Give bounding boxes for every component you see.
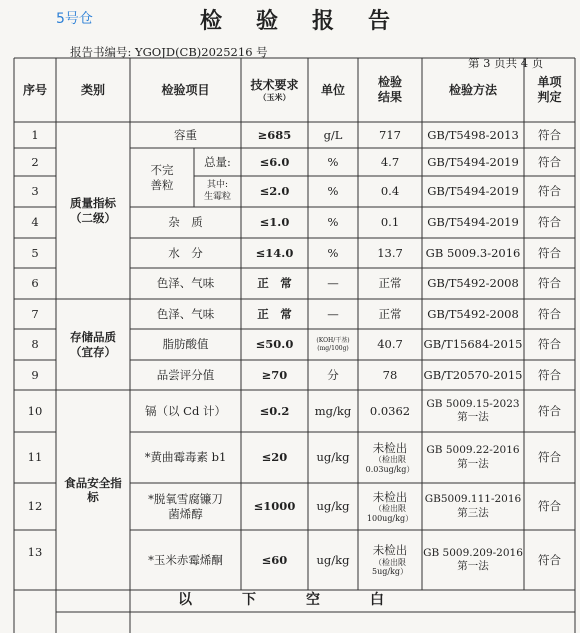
row2-method: GB/T5494-2019 xyxy=(427,154,519,169)
row8-result: 40.7 xyxy=(377,337,403,352)
row7-unit: — xyxy=(327,306,339,321)
row13-result-note1: （检出限 xyxy=(374,557,406,567)
row12-result-main: 未检出 xyxy=(372,489,408,504)
row9-result: 78 xyxy=(382,367,398,382)
row1-unit: g/L xyxy=(323,127,343,142)
row11-verdict: 符合 xyxy=(538,450,561,465)
row3-unit: % xyxy=(327,184,339,199)
row1-seq: 1 xyxy=(31,127,39,142)
row10-verdict: 符合 xyxy=(538,403,561,418)
header-req-title: 技术要求 xyxy=(250,77,299,92)
row11-method-line1: GB 5009.22-2016 xyxy=(426,444,520,457)
row7-seq: 7 xyxy=(31,306,39,321)
row12-item-line2: 菌烯醇 xyxy=(168,506,203,521)
header-result-line2: 结果 xyxy=(377,90,402,104)
header-verdict-line1: 单项 xyxy=(537,75,562,89)
row2-verdict: 符合 xyxy=(538,154,561,169)
row2-seq: 2 xyxy=(31,154,39,169)
row13-method xyxy=(422,530,524,590)
row11-item: *黄曲霉毒素 b1 xyxy=(144,450,227,465)
row10-unit: mg/kg xyxy=(314,403,352,418)
header-seq: 序号 xyxy=(22,82,47,97)
category-safety xyxy=(56,390,130,590)
row1-result: 717 xyxy=(379,127,401,142)
row13-unit: ug/kg xyxy=(316,552,350,567)
row7-verdict: 符合 xyxy=(538,306,561,321)
row4-req: ≤1.0 xyxy=(259,215,290,230)
row10-req: ≤0.2 xyxy=(259,403,290,418)
row2-result: 4.7 xyxy=(380,154,400,169)
category-storage-line2: （宜存） xyxy=(70,344,116,359)
row10-method-line1: GB 5009.15-2023 xyxy=(426,397,520,410)
header-method: 检验方法 xyxy=(448,82,497,97)
header-category: 类别 xyxy=(80,82,105,97)
row4-result: 0.1 xyxy=(380,215,400,230)
row10-method-line2: 第一法 xyxy=(457,411,489,423)
row5-req: ≤14.0 xyxy=(255,245,294,260)
row3-item-line2: 生霉粒 xyxy=(203,191,231,202)
row11-req: ≤20 xyxy=(261,450,288,465)
header-result xyxy=(358,58,422,122)
category-storage-line1: 存储品质 xyxy=(70,330,116,345)
category-quality xyxy=(56,122,130,299)
row5-method: GB 5009.3-2016 xyxy=(425,245,521,260)
row1-method: GB/T5498-2013 xyxy=(427,127,519,142)
row3-result: 0.4 xyxy=(380,184,400,199)
row4-item: 杂 质 xyxy=(168,215,203,230)
row7-req: 正 常 xyxy=(257,306,292,321)
corner-tag: 5号仓 xyxy=(56,11,93,27)
row8-seq: 8 xyxy=(31,337,39,352)
row10-method xyxy=(422,390,524,432)
row3-item-line1: 其中: xyxy=(206,180,229,191)
unsound-grain-label xyxy=(130,148,194,207)
row12-req: ≤1000 xyxy=(253,499,296,514)
row9-verdict: 符合 xyxy=(538,367,561,382)
row6-item: 色泽、气味 xyxy=(156,276,215,291)
row13-result-note2: 5ug/kg） xyxy=(371,567,409,577)
row4-seq: 4 xyxy=(31,215,39,230)
row12-item-line1: *脱氧雪腐镰刀 xyxy=(148,492,223,507)
row3-seq: 3 xyxy=(31,184,39,199)
row5-item: 水 分 xyxy=(168,245,203,260)
header-verdict-line2: 判定 xyxy=(537,90,562,104)
row9-item: 品尝评分值 xyxy=(156,367,215,382)
row12-result xyxy=(358,483,422,530)
row11-result-note1: （检出限 xyxy=(374,455,406,465)
row3-verdict: 符合 xyxy=(538,184,561,199)
row11-result-main: 未检出 xyxy=(372,440,408,455)
row12-item xyxy=(130,483,241,530)
row13-result xyxy=(358,530,422,590)
row3-req: ≤2.0 xyxy=(259,184,290,199)
header-requirement xyxy=(241,58,308,122)
category-safety-line1: 食品安全指 xyxy=(64,475,122,490)
row4-verdict: 符合 xyxy=(538,215,561,230)
category-safety-line2: 标 xyxy=(87,490,99,504)
row9-method: GB/T20570-2015 xyxy=(423,367,523,382)
row2-req: ≤6.0 xyxy=(259,154,290,169)
row4-method: GB/T5494-2019 xyxy=(427,215,519,230)
row11-result xyxy=(358,432,422,483)
row3-item xyxy=(194,176,241,207)
category-storage xyxy=(56,299,130,390)
row6-method: GB/T5492-2008 xyxy=(427,276,519,291)
row12-unit: ug/kg xyxy=(316,499,350,514)
header-result-line1: 检验 xyxy=(377,75,402,89)
row12-result-note1: （检出限 xyxy=(374,504,406,514)
row5-seq: 5 xyxy=(31,245,39,260)
row6-result: 正常 xyxy=(378,276,402,291)
row8-req: ≤50.0 xyxy=(255,337,294,352)
row13-req: ≤60 xyxy=(261,552,288,567)
row13-method-line1: GB 5009.209-2016 xyxy=(423,546,523,559)
end-note: 以 下 空 白 xyxy=(178,592,402,609)
row13-verdict: 符合 xyxy=(538,552,561,567)
header-req-sub: （玉米） xyxy=(258,91,291,102)
row9-seq: 9 xyxy=(31,367,39,382)
header-verdict xyxy=(524,58,575,122)
row6-unit: — xyxy=(327,276,339,291)
row13-result-main: 未检出 xyxy=(372,543,408,558)
row12-method xyxy=(422,483,524,530)
row7-item: 色泽、气味 xyxy=(156,306,215,321)
page-title: 检验报告 xyxy=(200,8,425,34)
row6-req: 正 常 xyxy=(257,276,292,291)
row7-method: GB/T5492-2008 xyxy=(427,306,519,321)
row11-unit: ug/kg xyxy=(316,450,350,465)
row4-unit: % xyxy=(327,215,339,230)
row6-seq: 6 xyxy=(31,276,39,291)
row1-item: 容重 xyxy=(174,127,197,142)
row13-seq: 13 xyxy=(27,545,43,560)
row12-method-line2: 第三法 xyxy=(457,506,489,519)
row8-method: GB/T15684-2015 xyxy=(423,337,523,352)
unsound-grain-line1: 不完 xyxy=(150,163,174,178)
row5-result: 13.7 xyxy=(377,245,403,260)
row1-req: ≥685 xyxy=(257,127,292,142)
row8-item: 脂肪酸值 xyxy=(162,337,209,352)
report-number: 报告书编号: YGOJD(CB)2025216 号 xyxy=(70,45,268,59)
row1-verdict: 符合 xyxy=(538,127,561,142)
page-number: 第 3 页共 4 页 xyxy=(468,56,544,70)
row8-unit-line2: (mg/100g) xyxy=(317,344,349,352)
row11-method-line2: 第一法 xyxy=(457,457,489,470)
header-item: 检验项目 xyxy=(161,82,210,97)
row3-method: GB/T5494-2019 xyxy=(427,184,519,199)
row7-result: 正常 xyxy=(378,306,402,321)
row2-item: 总量: xyxy=(204,154,231,169)
row2-unit: % xyxy=(327,154,339,169)
row11-result-note2: 0.03ug/kg） xyxy=(365,464,415,474)
row9-req: ≥70 xyxy=(261,367,288,382)
category-quality-line1: 质量指标 xyxy=(70,196,116,211)
row12-result-note2: 100ug/kg） xyxy=(366,513,414,523)
row6-verdict: 符合 xyxy=(538,276,561,291)
row13-item: *玉米赤霉烯酮 xyxy=(148,552,223,567)
category-quality-line2: （二级） xyxy=(70,210,116,225)
row8-unit-line1: (KOH/干基) xyxy=(316,337,350,344)
row5-verdict: 符合 xyxy=(538,245,561,260)
row5-unit: % xyxy=(327,245,339,260)
row12-seq: 12 xyxy=(27,499,43,514)
row9-unit: 分 xyxy=(327,367,339,382)
row10-result: 0.0362 xyxy=(369,403,411,418)
row10-seq: 10 xyxy=(27,403,43,418)
row8-verdict: 符合 xyxy=(538,337,561,352)
row11-seq: 11 xyxy=(27,450,43,465)
row12-method-line1: GB5009.111-2016 xyxy=(424,493,522,506)
row10-item: 镉（以 Cd 计） xyxy=(145,403,226,418)
unsound-grain-line2: 善粒 xyxy=(150,177,174,192)
row11-method xyxy=(422,432,524,483)
row12-verdict: 符合 xyxy=(538,499,561,514)
header-unit: 单位 xyxy=(320,82,345,97)
row8-unit xyxy=(308,329,358,360)
row13-method-line2: 第一法 xyxy=(457,560,489,572)
